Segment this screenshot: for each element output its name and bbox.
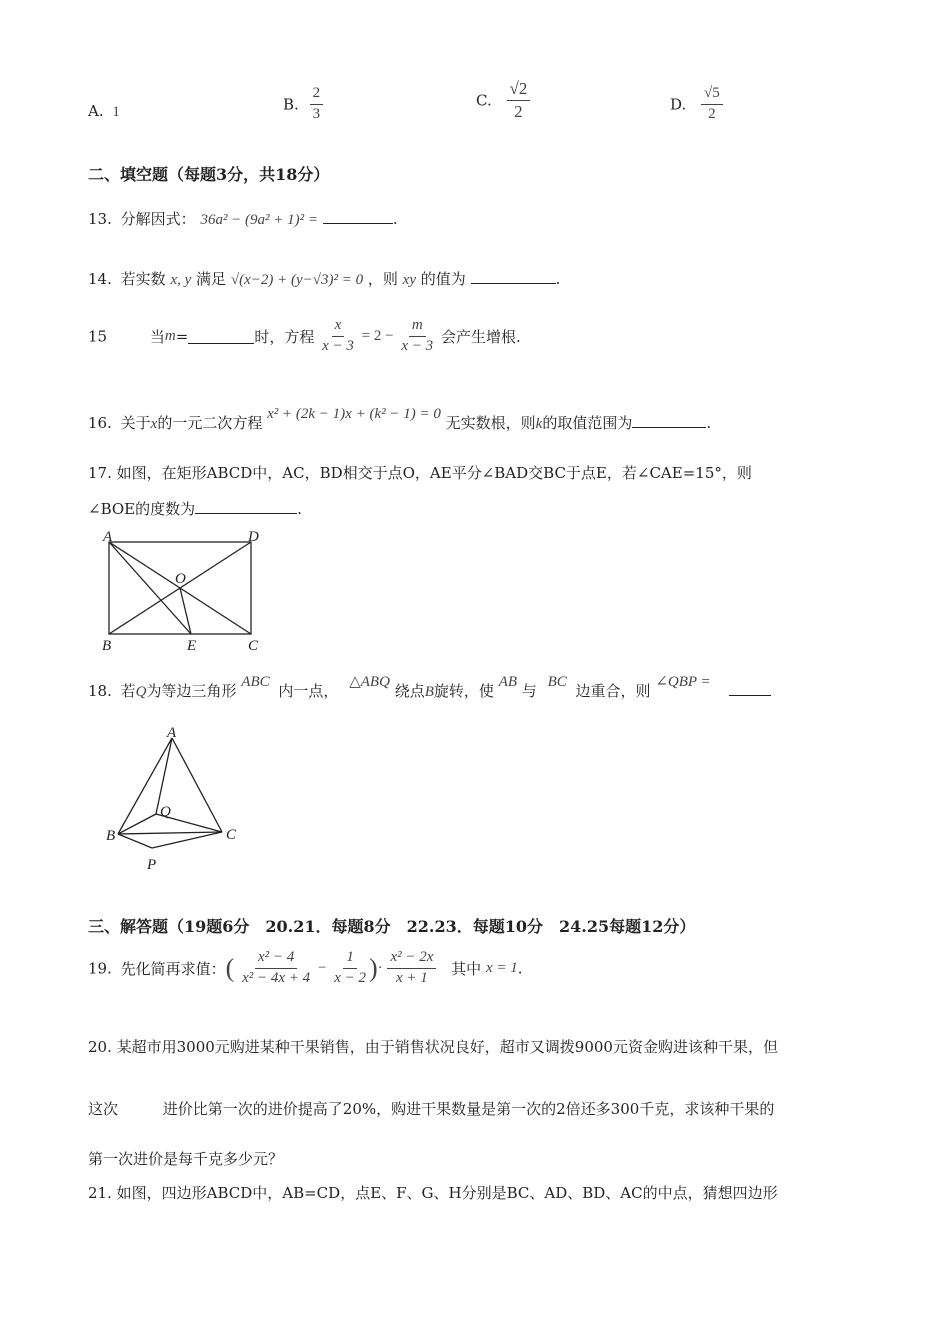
q19-condition: x = 1: [485, 959, 518, 976]
q14-text3: ，则: [367, 270, 398, 288]
q21-line-1: 21. 如图，四边形ABCD中，AB=CD，点E、F、G、H分别是BC、AD、BD、AC的中点，猜想四边形: [88, 1184, 778, 1202]
q15-text1: 当: [149, 327, 165, 346]
option-b-numerator: 2: [310, 86, 324, 105]
q14-number: 14.: [88, 270, 112, 288]
side-ac: [172, 738, 222, 832]
q18-label-p: P: [147, 857, 157, 873]
q18-b: B: [424, 684, 434, 700]
q20-line-2: [88, 1098, 774, 1119]
question-19: [88, 950, 523, 987]
q14-text1: 若实数: [120, 270, 166, 288]
option-d-numerator: √5: [701, 86, 723, 105]
q18-text6: 与: [521, 682, 537, 700]
q17-label-o: O: [175, 571, 186, 587]
q18-abq: △ABQ: [349, 674, 390, 690]
option-b: [283, 86, 323, 123]
option-a-label: A.: [88, 102, 104, 120]
q15-f2-num: m: [409, 318, 426, 337]
q19-left-paren: (: [225, 953, 235, 983]
q15-text2: 时，方程: [254, 327, 315, 346]
q19-end: .: [517, 959, 523, 978]
q18-text3: 内一点，: [278, 682, 339, 700]
option-d-fraction: [701, 86, 723, 123]
q18-text4: 绕点: [394, 682, 425, 700]
segment-bp: [118, 834, 152, 848]
q19-text: 先化简再求值：: [120, 959, 226, 978]
q16-text1: 关于: [120, 414, 151, 432]
q15-f1-num: x: [332, 318, 345, 337]
option-a-value: 1: [112, 104, 120, 120]
q17-label-b: B: [102, 638, 112, 654]
q18-qbp: ∠QBP =: [655, 674, 711, 690]
option-b-fraction: [310, 86, 324, 123]
q15-mid: = 2 −: [361, 327, 394, 344]
section3-title: 三、解答题（19题6分 20.21．每题8分 22.23．每题10分 24.25每题12分）: [88, 917, 696, 936]
q18-abc: ABC: [241, 674, 270, 690]
q20-line-2b: 进价比第一次的进价提高了20%，购进干果数量是第一次的2倍还多300千克，求该种干果的: [162, 1100, 775, 1118]
q15-fraction-2: [398, 318, 436, 355]
q18-label-a: A: [167, 725, 177, 741]
q14-vars: x, y: [170, 272, 192, 288]
q18-label-b: B: [106, 828, 116, 844]
q13-text: 分解因式：: [120, 210, 196, 228]
q19-f3-num: x² − 2x: [387, 950, 436, 969]
q19-f2-den: x − 2: [334, 969, 366, 986]
q19-f2-num: 1: [343, 950, 357, 969]
q19-text2: 其中: [451, 959, 482, 978]
q19-number: 19.: [88, 959, 112, 978]
section2-title: 二、填空题（每题3分，共18分）: [88, 165, 330, 184]
q19-dot: ·: [377, 959, 383, 976]
segment-pc: [152, 832, 222, 848]
option-b-denominator: 3: [312, 105, 321, 122]
q19-fraction-3: [387, 950, 436, 987]
q18-triangle-figure: [100, 724, 250, 880]
q19-right-paren: ): [368, 953, 378, 983]
q19-f1-den: x² − 4x + 4: [242, 969, 311, 986]
q17-line-2: [88, 498, 302, 519]
q19-minus: −: [317, 959, 327, 976]
q19-fraction-1: [239, 950, 313, 987]
option-c-denominator: 2: [514, 101, 523, 121]
q18-label-c: C: [226, 827, 237, 843]
q13-end: .: [392, 210, 398, 228]
q20-line-1: 20. 某超市用3000元购进某种干果销售，由于销售状况良好，超市又调拨9000元资金购进该种干果，但: [88, 1038, 778, 1056]
q17-line-1: 17. 如图，在矩形ABCD中，AC，BD相交于点O，AE平分∠BAD交BC于点E，若∠CAE=15°，则: [88, 464, 752, 482]
question-13: [88, 208, 398, 229]
q17-end: .: [297, 500, 302, 518]
q16-number: 16.: [88, 414, 112, 432]
q15-answer-blank[interactable]: [188, 329, 254, 344]
q15-text3: 会产生增根.: [440, 327, 521, 346]
q17-label-d: D: [248, 529, 259, 545]
q14-answer-blank[interactable]: [471, 269, 556, 284]
q19-f3-den: x + 1: [396, 969, 428, 986]
q14-xy: xy: [402, 272, 416, 288]
option-d: [670, 86, 723, 123]
q13-number: 13.: [88, 210, 112, 228]
q15-eq: =: [175, 327, 189, 346]
q16-end: .: [706, 414, 712, 432]
q18-ab: AB: [498, 674, 518, 690]
q17-label-a: A: [103, 529, 113, 545]
q20-line-3: 第一次进价是每千克多少元？: [88, 1150, 284, 1168]
q16-k: k: [535, 416, 543, 432]
q18-answer-blank[interactable]: [729, 681, 771, 696]
q14-end: .: [555, 270, 561, 288]
q16-text4: 的取值范围为: [542, 414, 633, 432]
q16-answer-blank[interactable]: [632, 413, 706, 428]
q15-f2-den: x − 3: [401, 337, 434, 354]
q14-text2: 满足: [196, 270, 227, 288]
q14-text4: 的值为: [420, 270, 466, 288]
option-c: [476, 80, 530, 121]
q15-f1-den: x − 3: [322, 337, 354, 354]
q15-m: m: [164, 327, 176, 344]
q16-text3: 无实数根，则: [445, 414, 536, 432]
q15-number: 15: [88, 327, 108, 346]
q20-line-2a: 这次: [88, 1100, 119, 1118]
q17-rectangle-figure: [95, 528, 275, 654]
q18-text7: 边重合，则: [575, 682, 651, 700]
q15-fraction-1: [319, 318, 357, 355]
segment-ae: [109, 542, 191, 634]
option-c-fraction: [507, 80, 531, 121]
option-a: [88, 102, 120, 121]
side-bc: [118, 832, 222, 834]
option-b-label: B.: [283, 95, 299, 114]
q17-label-c: C: [248, 638, 259, 654]
option-c-numerator: √2: [507, 80, 531, 101]
q18-text2: 为等边三角形: [146, 682, 237, 700]
q18-text5: 旋转，使: [433, 682, 494, 700]
question-18: [88, 674, 771, 701]
option-d-denominator: 2: [708, 105, 716, 122]
q18-q: Q: [135, 684, 147, 700]
q18-bc: BC: [547, 674, 567, 690]
q16-x: x: [150, 416, 158, 432]
q17-line-2-text: ∠BOE的度数为: [88, 500, 196, 518]
option-c-label: C.: [476, 91, 492, 110]
question-14: [88, 268, 560, 289]
q18-label-q: Q: [160, 804, 171, 820]
q18-number: 18.: [88, 682, 112, 700]
q14-expression: √(x−2) + (y−√3)² = 0: [230, 272, 364, 288]
q13-answer-blank[interactable]: [323, 209, 393, 224]
segment-aq: [156, 738, 172, 814]
q17-label-e: E: [187, 638, 197, 654]
q16-expression: x² + (2k − 1)x + (k² − 1) = 0: [267, 406, 441, 422]
q19-fraction-2: [331, 950, 369, 987]
q13-expression: 36a² − (9a² + 1)² =: [200, 212, 319, 228]
q16-text2: 的一元二次方程: [157, 414, 263, 432]
option-d-label: D.: [670, 95, 687, 114]
q18-text1: 若: [120, 682, 136, 700]
q19-f1-num: x² − 4: [255, 950, 297, 969]
q17-answer-blank[interactable]: [195, 499, 297, 514]
question-16: [88, 406, 712, 433]
question-15: [88, 318, 521, 355]
